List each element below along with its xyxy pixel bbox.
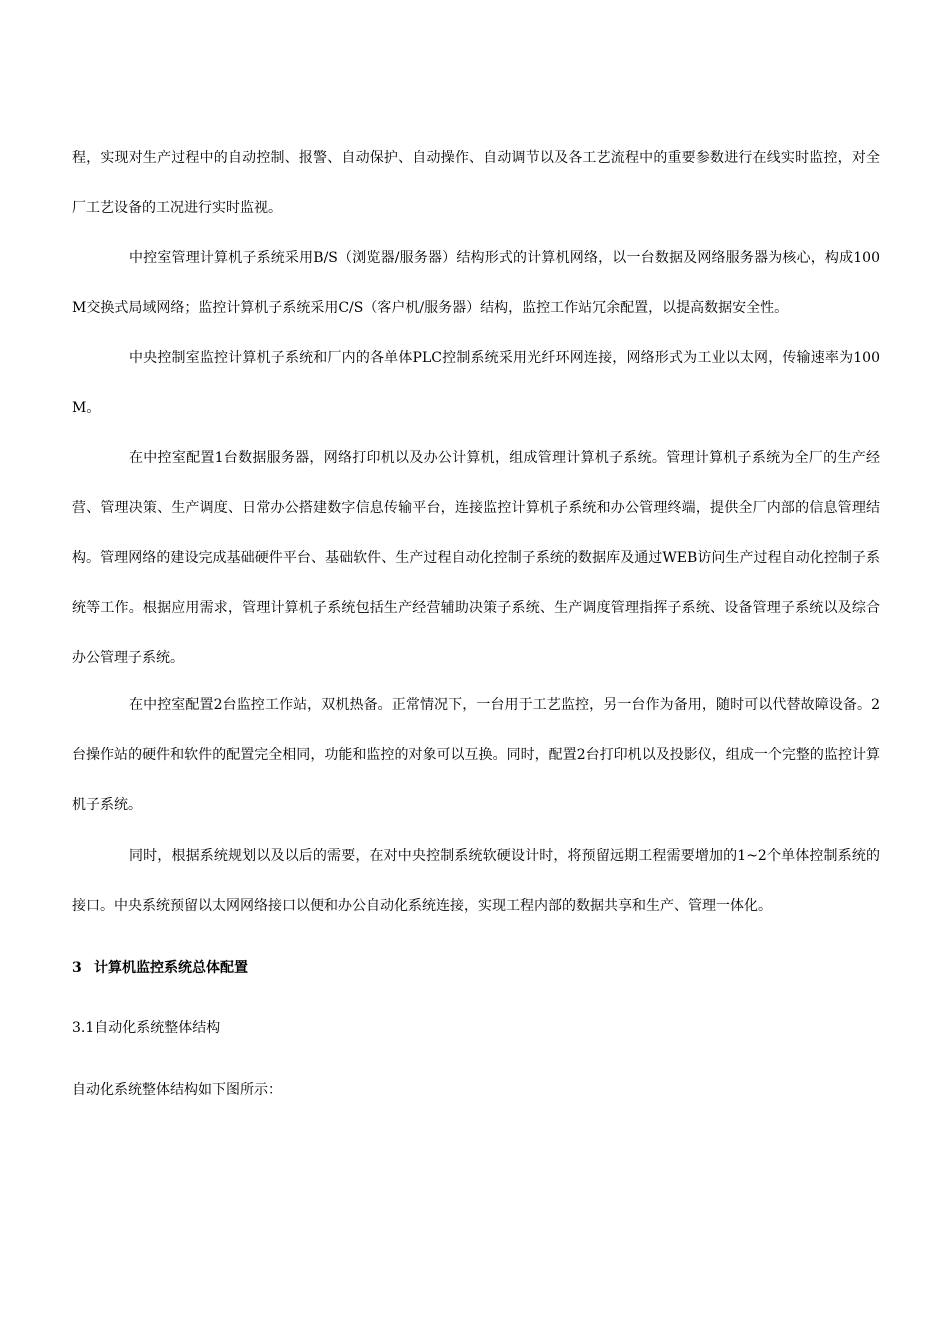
paragraph-continuation: 程，实现对生产过程中的自动控制、报警、自动保护、自动操作、自动调节以及各工艺流程中的重要参数进行在线实时监控，对全厂工艺设备的工况进行实时监视。: [72, 150, 880, 216]
section-3-heading: [72, 958, 248, 978]
paragraph-reserved-interfaces: 同时，根据系统规划以及以后的需要，在对中央控制系统软硬设计时，将预留远期工程需要增加的1~2个单体控制系统的接口。中央系统预留以太网网络接口以便和办公自动化系统连接，实现工程内部的数据共享和生产、管理一体化。: [72, 848, 880, 914]
paragraph-monitoring-workstations: 在中控室配置2台监控工作站，双机热备。正常情况下，一台用于工艺监控，另一台作为备用，随时可以代替故障设备。2台操作站的硬件和软件的配置完全相同，功能和监控的对象可以互换。同时，配置2台打印机以及投影仪，组成一个完整的监控计算机子系统。: [72, 697, 880, 813]
section-3-number: 3: [72, 960, 82, 976]
paragraph-network-structure: 中控室管理计算机子系统采用B/S（浏览器/服务器）结构形式的计算机网络，以一台数据及网络服务器为核心，构成100M交换式局域网络；监控计算机子系统采用C/S（客户机/服务器）结构，监控工作站冗余配置，以提高数据安全性。: [72, 250, 880, 316]
intro-line: 自动化系统整体结构如下图所示：: [72, 1082, 282, 1098]
paragraph-fiber-ring: 中央控制室监控计算机子系统和厂内的各单体PLC控制系统采用光纤环网连接，网络形式为工业以太网，传输速率为100M。: [72, 350, 880, 416]
section-3-title: 计算机监控系统总体配置: [94, 960, 248, 976]
section-3-1-heading: 3.1自动化系统整体结构: [72, 1020, 221, 1036]
paragraph-management-subsystem: 在中控室配置1台数据服务器，网络打印机以及办公计算机，组成管理计算机子系统。管理计算机子系统为全厂的生产经营、管理决策、生产调度、日常办公搭建数字信息传输平台，连接监控计算机子系统和办公管理终端，提供全厂内部的信息管理结构。管理网络的建设完成基础硬件平台、基础软件、生产过程自动化控制子系统的数据库及通过WEB访问生产过程自动化控制子系统等工作。根据应用需求，管理计算机子系统包括生产经营辅助决策子系统、生产调度管理指挥子系统、设备管理子系统以及综合办公管理子系统。: [72, 450, 880, 666]
